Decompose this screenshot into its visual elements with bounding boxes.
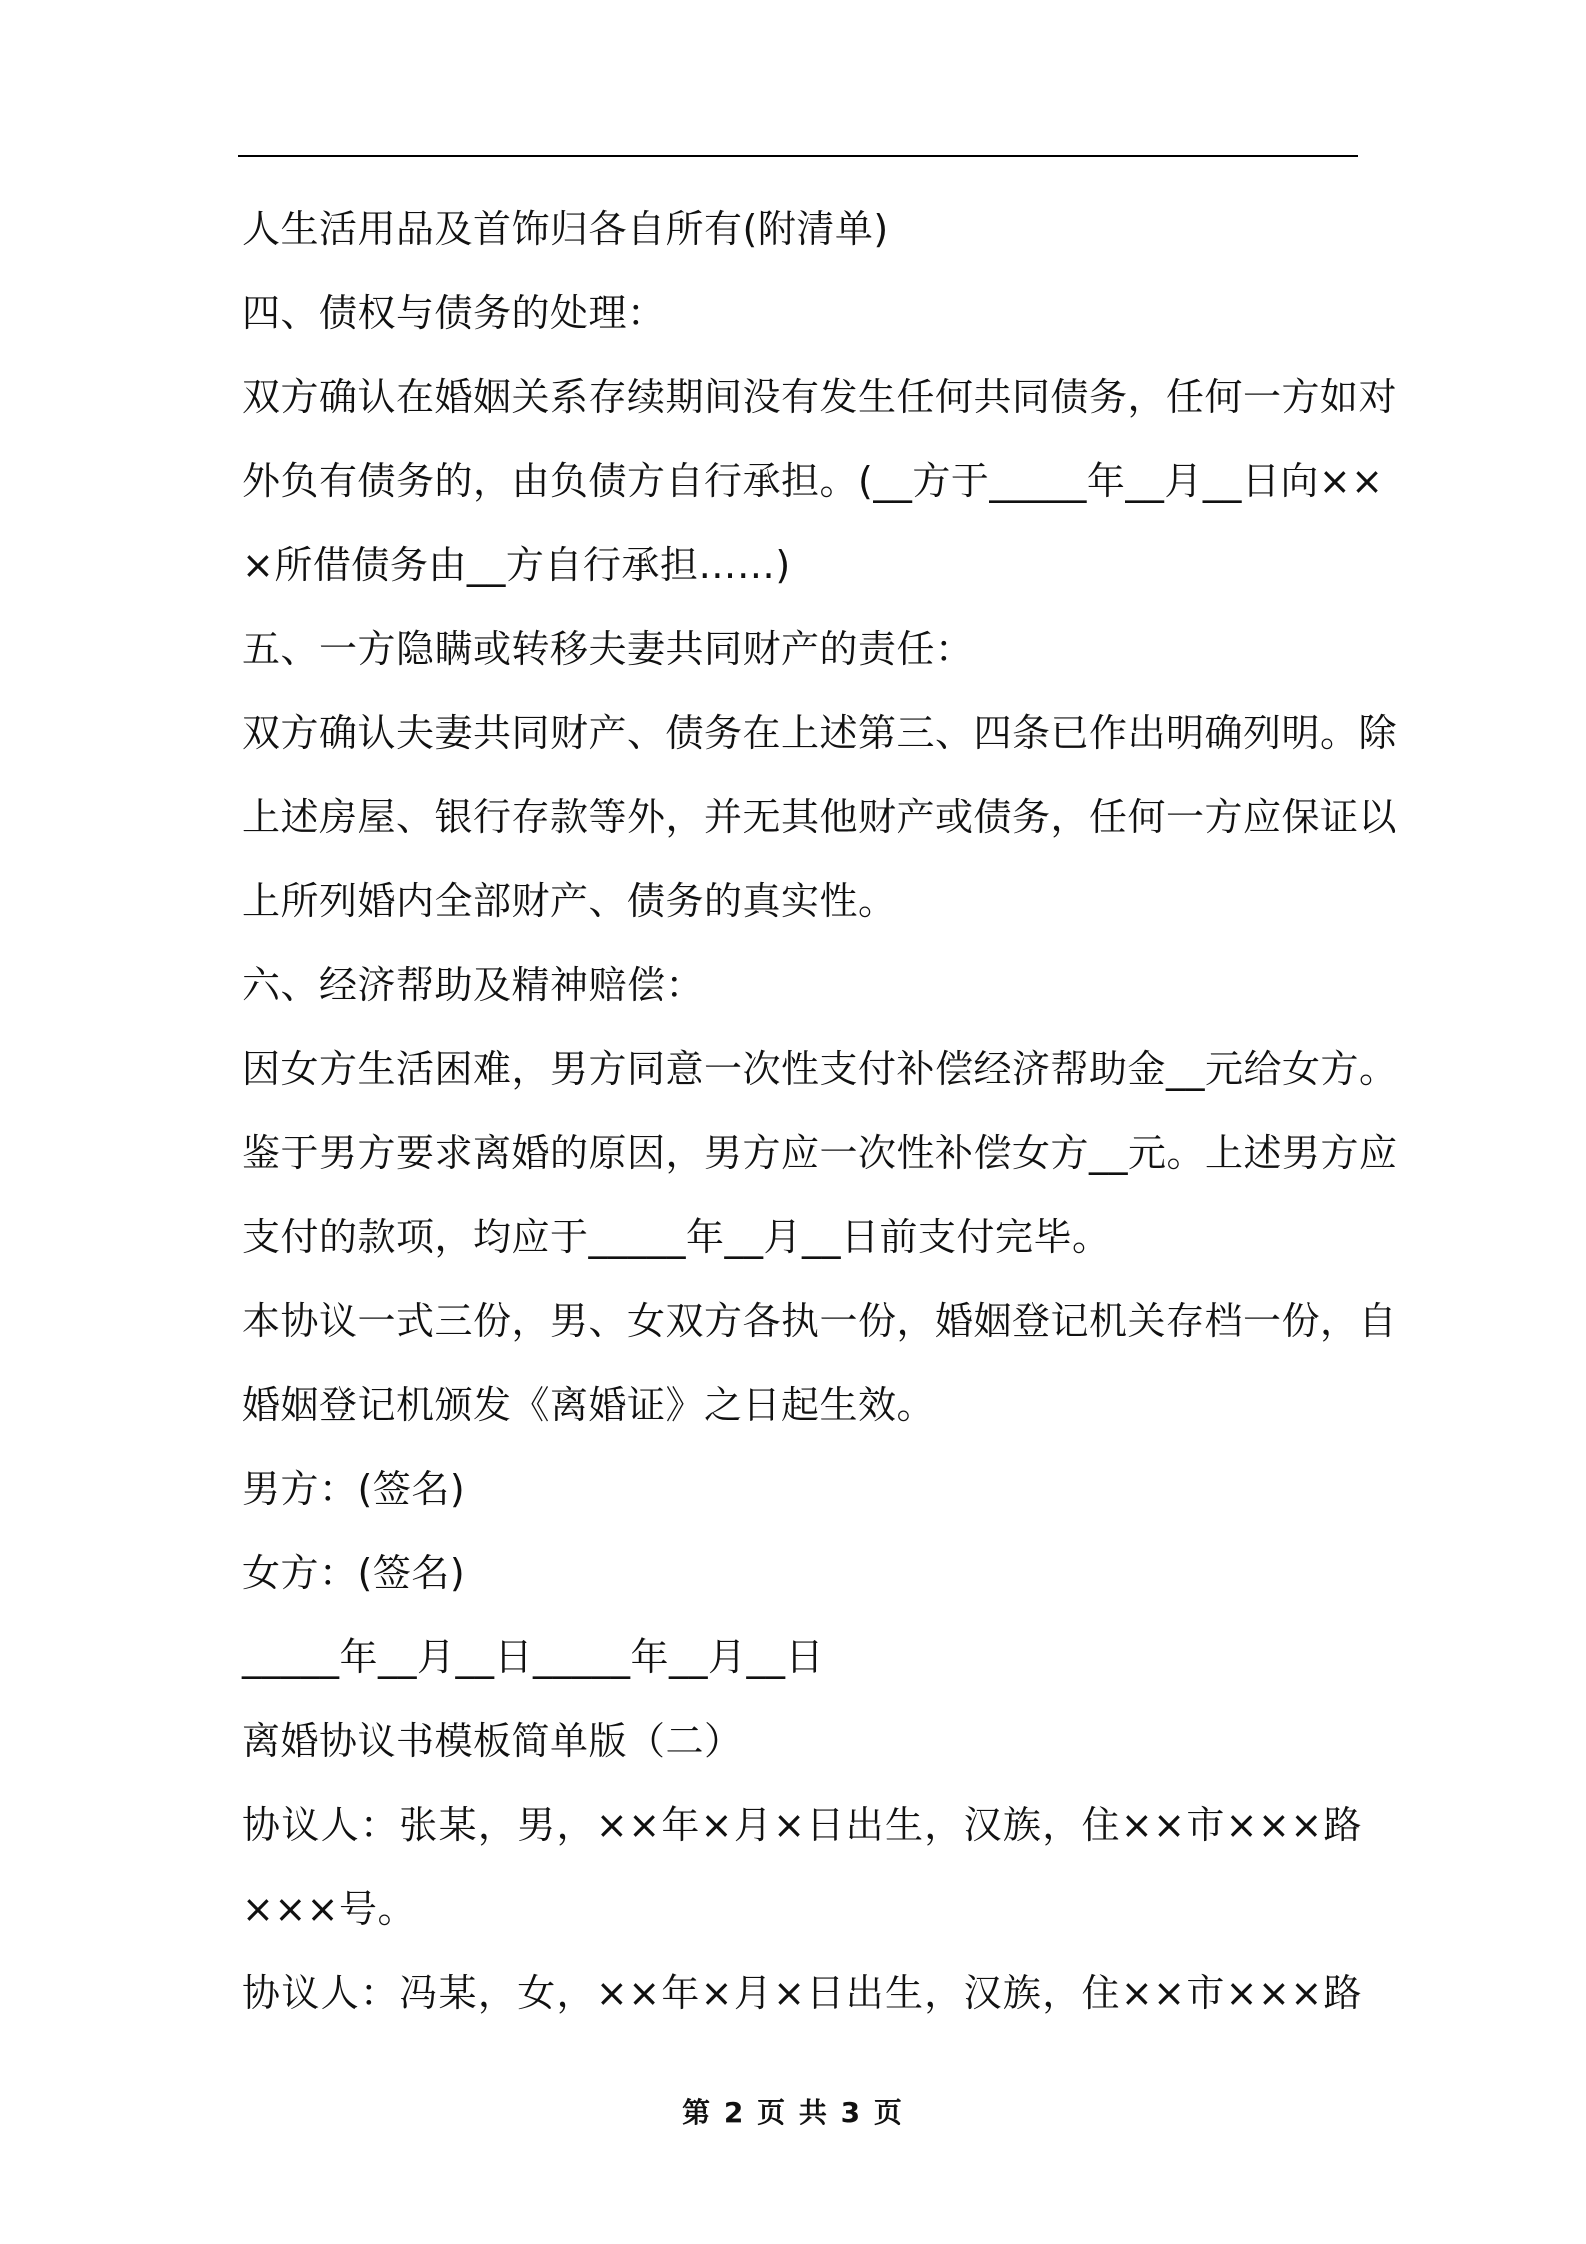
text-line: 双方确认在婚姻关系存续期间没有发生任何共同债务，任何一方如对 xyxy=(242,375,1398,419)
section-heading: 四、债权与债务的处理： xyxy=(242,291,666,335)
text-line: 人生活用品及首饰归各自所有(附清单) xyxy=(242,207,889,251)
text-line: 鉴于男方要求离婚的原因，男方应一次性补偿女方__元。上述男方应 xyxy=(242,1131,1398,1175)
text-line: ×所借债务由__方自行承担……) xyxy=(242,543,791,587)
date-line: _____年__月__日_____年__月__日 xyxy=(242,1635,825,1679)
section-heading: 六、经济帮助及精神赔偿： xyxy=(242,963,705,1007)
header-rule xyxy=(238,155,1358,157)
text-line: 因女方生活困难，男方同意一次性支付补偿经济帮助金__元给女方。 xyxy=(242,1047,1398,1091)
text-line: ×××号。 xyxy=(242,1887,417,1931)
signature-line-male: 男方：(签名) xyxy=(242,1467,466,1511)
signature-line-female: 女方：(签名) xyxy=(242,1551,466,1595)
text-line: 上述房屋、银行存款等外，并无其他财产或债务，任何一方应保证以 xyxy=(242,795,1398,839)
text-line: 双方确认夫妻共同财产、债务在上述第三、四条已作出明确列明。除 xyxy=(242,711,1398,755)
text-line: 协议人：冯某，女，××年×月×日出生，汉族，住××市×××路 xyxy=(242,1971,1362,2015)
section-title: 离婚协议书模板简单版（二） xyxy=(242,1719,743,1763)
text-line: 本协议一式三份，男、女双方各执一份，婚姻登记机关存档一份，自 xyxy=(242,1299,1398,1343)
text-line: 外负有债务的，由负债方自行承担。(__方于_____年__月__日向×× xyxy=(242,459,1384,503)
page-number: 第 2 页 共 3 页 xyxy=(682,2096,904,2129)
text-line: 协议人：张某，男，××年×月×日出生，汉族，住××市×××路 xyxy=(242,1803,1362,1847)
text-line: 上所列婚内全部财产、债务的真实性。 xyxy=(242,879,897,923)
section-heading: 五、一方隐瞒或转移夫妻共同财产的责任： xyxy=(242,627,974,671)
text-line: 婚姻登记机颁发《离婚证》之日起生效。 xyxy=(242,1383,936,1427)
text-line: 支付的款项，均应于_____年__月__日前支付完毕。 xyxy=(242,1215,1111,1259)
